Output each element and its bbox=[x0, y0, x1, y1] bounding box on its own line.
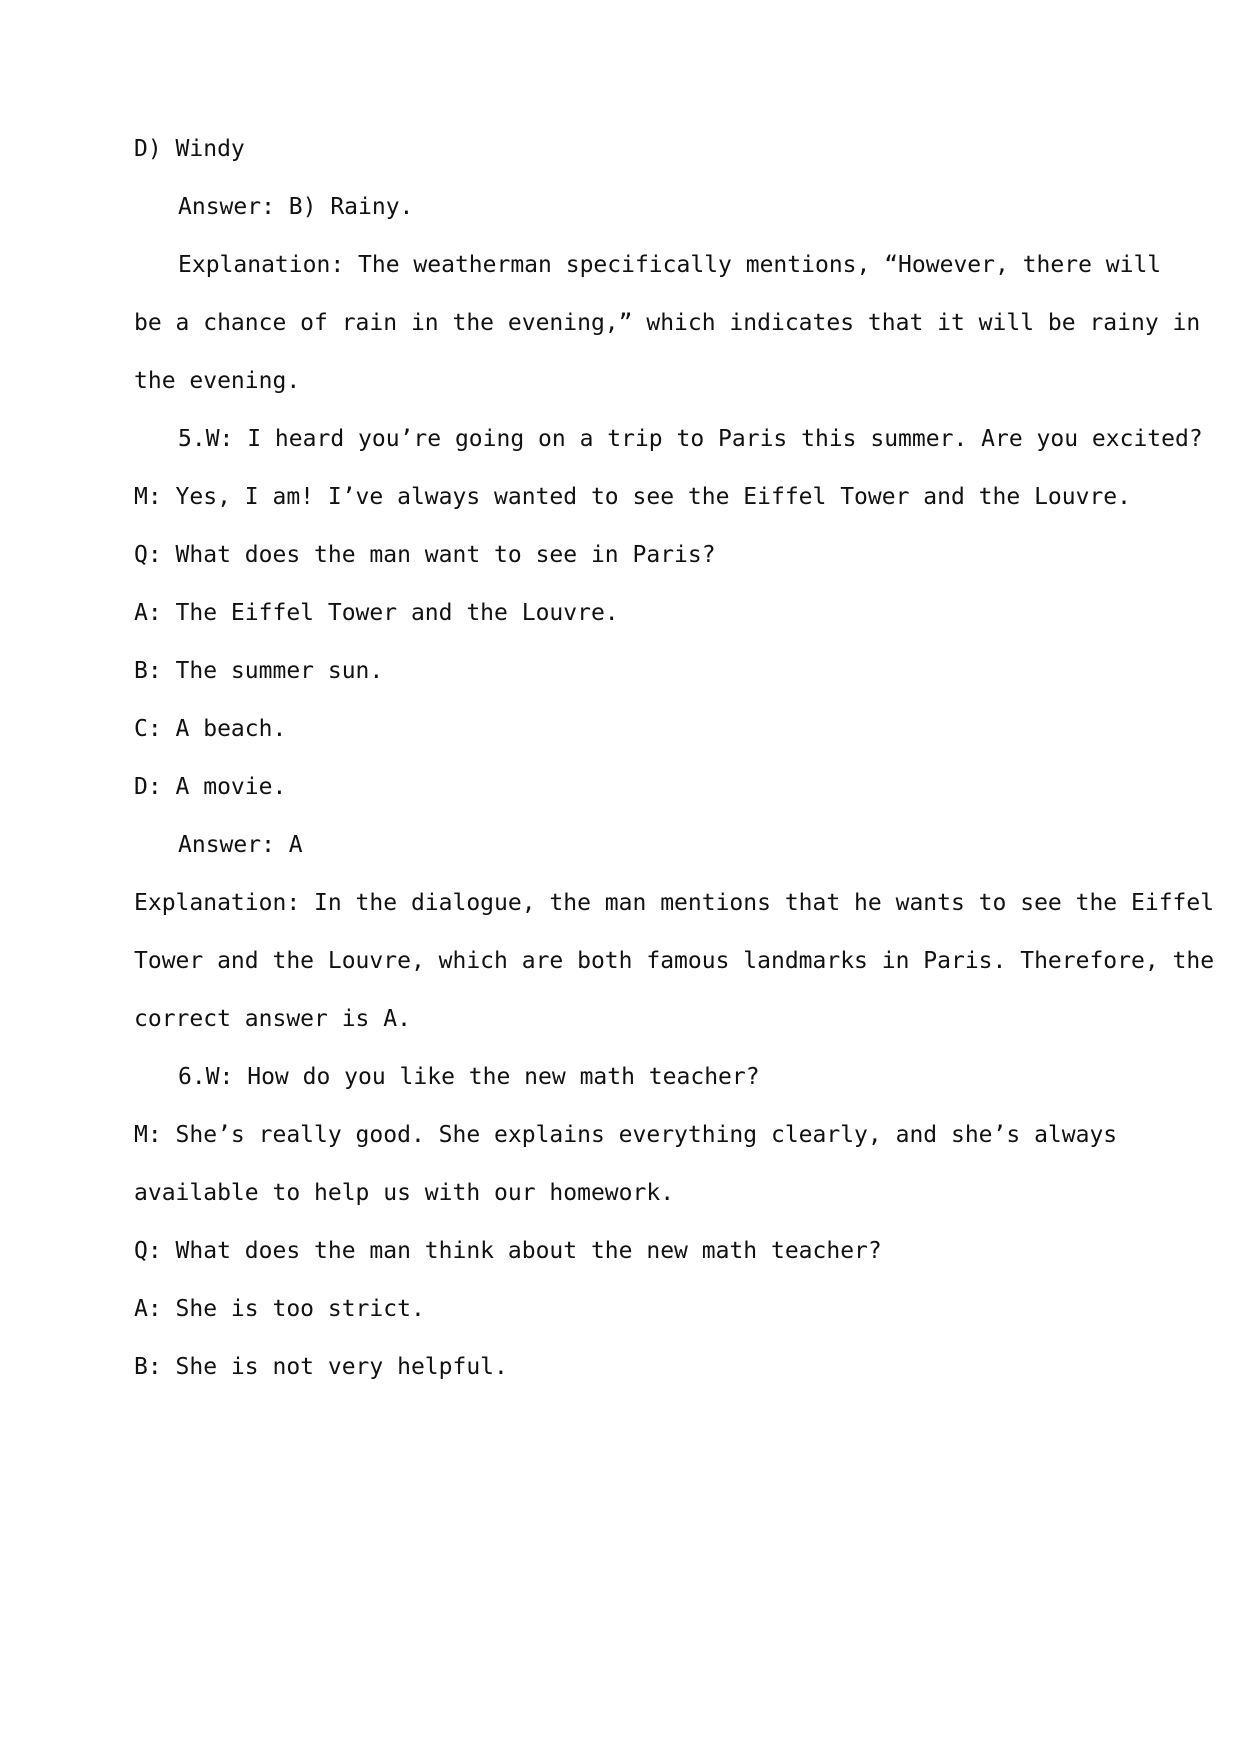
explanation-line: be a chance of rain in the evening,” which indicates that it will be rainy in bbox=[134, 310, 1201, 336]
question-5-option-c: C: A beach. bbox=[134, 716, 287, 742]
question-5-explanation: correct answer is A. bbox=[134, 1006, 411, 1032]
question-5-dialogue-w: 5.W: I heard you’re going on a trip to Paris this summer. Are you excited? bbox=[178, 426, 1203, 452]
explanation-line: Explanation: The weatherman specifically mentions, “However, there will bbox=[178, 252, 1162, 278]
option-d-windy: D) Windy bbox=[134, 136, 245, 162]
question-5-explanation: Tower and the Louvre, which are both famous landmarks in Paris. Therefore, the bbox=[134, 948, 1215, 974]
question-6-prompt: Q: What does the man think about the new math teacher? bbox=[134, 1238, 882, 1264]
question-5-dialogue-m: M: Yes, I am! I’ve always wanted to see the Eiffel Tower and the Louvre. bbox=[134, 484, 1131, 510]
question-5-explanation: Explanation: In the dialogue, the man mentions that he wants to see the Eiffel bbox=[134, 890, 1215, 916]
question-6-dialogue-m: available to help us with our homework. bbox=[134, 1180, 675, 1206]
question-6-dialogue-w: 6.W: How do you like the new math teacher? bbox=[178, 1064, 760, 1090]
question-6-dialogue-m: M: She’s really good. She explains everything clearly, and she’s always bbox=[134, 1122, 1118, 1148]
question-5-option-d: D: A movie. bbox=[134, 774, 287, 800]
question-5-prompt: Q: What does the man want to see in Paris? bbox=[134, 542, 716, 568]
question-5-option-a: A: The Eiffel Tower and the Louvre. bbox=[134, 600, 619, 626]
question-6-option-b: B: She is not very helpful. bbox=[134, 1354, 508, 1380]
question-5-answer: Answer: A bbox=[178, 832, 303, 858]
question-5-option-b: B: The summer sun. bbox=[134, 658, 384, 684]
answer-line: Answer: B) Rainy. bbox=[178, 194, 414, 220]
question-6-option-a: A: She is too strict. bbox=[134, 1296, 425, 1322]
explanation-line: the evening. bbox=[134, 368, 301, 394]
